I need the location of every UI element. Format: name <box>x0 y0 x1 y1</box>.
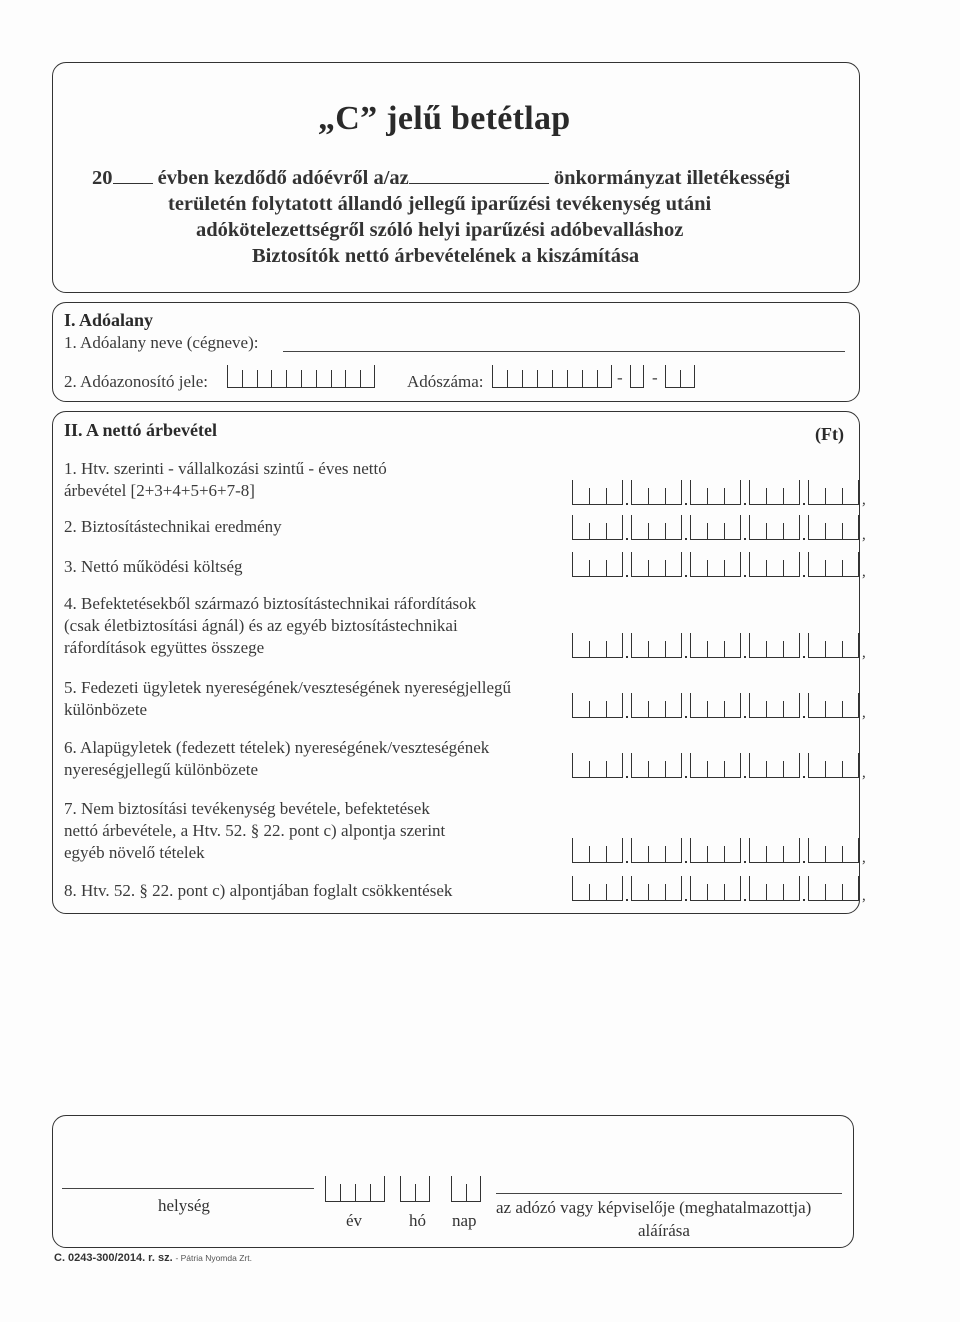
cell-divider <box>665 560 666 577</box>
cell-divider <box>766 488 767 505</box>
header-line-1 <box>92 167 790 190</box>
amount-cells[interactable] <box>572 480 623 505</box>
municipality-blank[interactable] <box>409 183 549 184</box>
decimal-comma: , <box>862 645 866 661</box>
cell-divider <box>648 523 649 540</box>
cell-divider <box>707 846 708 863</box>
thousands-separator <box>803 861 805 863</box>
cell-divider <box>316 370 317 388</box>
cell-divider <box>783 641 784 658</box>
place-line[interactable] <box>62 1188 314 1189</box>
tax-number-label: Adószáma: <box>407 372 484 391</box>
decimal-comma: , <box>862 765 866 781</box>
revenue-row-label: ráfordítások együttes összege <box>64 638 265 657</box>
decimal-comma: , <box>862 850 866 866</box>
revenue-row-label: 7. Nem biztosítási tevékenység bevétele, befektetések <box>64 799 430 818</box>
decimal-comma: , <box>862 564 866 580</box>
amount-cells[interactable] <box>631 633 682 658</box>
cell-divider <box>606 761 607 778</box>
revenue-row-label: 8. Htv. 52. § 22. pont c) alpontjában foglalt csökkentések <box>64 881 453 900</box>
cell-divider <box>707 884 708 901</box>
cell-divider <box>724 488 725 505</box>
cell-divider <box>665 846 666 863</box>
revenue-row-label: egyéb növelő tételek <box>64 843 205 862</box>
thousands-separator <box>803 538 805 540</box>
cell-divider <box>648 761 649 778</box>
cell-divider <box>707 641 708 658</box>
cell-divider <box>766 641 767 658</box>
amount-cells[interactable] <box>572 552 623 577</box>
cell-divider <box>589 701 590 718</box>
amount-cells[interactable] <box>631 515 682 540</box>
amount-cells[interactable] <box>690 838 741 863</box>
cell-divider <box>783 560 784 577</box>
cell-divider <box>842 560 843 577</box>
cell-divider <box>842 846 843 863</box>
cell-divider <box>606 641 607 658</box>
revenue-row-label: (csak életbiztosítási ágnál) és az egyéb biztosítástechnikai <box>64 616 458 635</box>
cell-divider <box>707 560 708 577</box>
revenue-row-label: 1. Htv. szerinti - vállalkozási szintű - éves nettó <box>64 459 387 478</box>
cell-divider <box>783 761 784 778</box>
cell-divider <box>842 884 843 901</box>
thousands-separator <box>626 656 628 658</box>
amount-cells[interactable] <box>749 693 800 718</box>
cell-divider <box>286 370 287 388</box>
printer-name: - Pátria Nyomda Zrt. <box>175 1253 252 1263</box>
thousands-separator <box>685 716 687 718</box>
thousands-separator <box>685 899 687 901</box>
cell-divider <box>589 884 590 901</box>
amount-cells[interactable] <box>690 633 741 658</box>
amount-cells[interactable] <box>808 515 859 540</box>
thousands-separator <box>803 656 805 658</box>
unit-label: (Ft) <box>815 424 844 444</box>
cell-divider <box>825 641 826 658</box>
cell-divider <box>589 560 590 577</box>
tax-number-vat-cell[interactable] <box>630 365 644 388</box>
cell-divider <box>606 701 607 718</box>
thousands-separator <box>626 861 628 863</box>
taxpayer-name-label: 1. Adóalany neve (cégneve): <box>64 333 259 352</box>
thousands-separator <box>685 538 687 540</box>
cell-divider <box>707 488 708 505</box>
thousands-separator <box>744 538 746 540</box>
cell-divider <box>648 846 649 863</box>
header-line-4: Biztosítók nettó árbevételének a kiszámítása <box>252 245 640 267</box>
taxpayer-name-field[interactable] <box>283 351 845 352</box>
cell-divider <box>242 370 243 388</box>
cell-divider <box>665 523 666 540</box>
cell-divider <box>606 560 607 577</box>
cell-divider <box>648 701 649 718</box>
cell-divider <box>842 761 843 778</box>
year-label: év <box>346 1211 363 1230</box>
thousands-separator <box>803 899 805 901</box>
thousands-separator <box>744 716 746 718</box>
cell-divider <box>724 884 725 901</box>
cell-divider <box>415 1184 416 1202</box>
cell-divider <box>825 523 826 540</box>
thousands-separator <box>803 503 805 505</box>
decimal-comma: , <box>862 527 866 543</box>
cell-divider <box>665 641 666 658</box>
amount-cells[interactable] <box>631 552 682 577</box>
form-title: „C” jelű betétlap <box>318 100 571 137</box>
cell-divider <box>724 761 725 778</box>
cell-divider <box>648 560 649 577</box>
cell-divider <box>825 761 826 778</box>
amount-cells[interactable] <box>749 480 800 505</box>
cell-divider <box>355 1184 356 1202</box>
thousands-separator <box>685 776 687 778</box>
thousands-separator <box>744 503 746 505</box>
cell-divider <box>589 641 590 658</box>
thousands-separator <box>626 776 628 778</box>
cell-divider <box>567 370 568 388</box>
cell-divider <box>606 523 607 540</box>
thousands-separator <box>803 716 805 718</box>
thousands-separator <box>685 656 687 658</box>
amount-cells[interactable] <box>690 515 741 540</box>
cell-divider <box>606 884 607 901</box>
revenue-row-label: 6. Alapügyletek (fedezett tételek) nyereségének/veszteségének <box>64 738 490 757</box>
thousands-separator <box>744 861 746 863</box>
thousands-separator <box>626 899 628 901</box>
amount-cells[interactable] <box>572 876 623 901</box>
cell-divider <box>301 370 302 388</box>
cell-divider <box>825 701 826 718</box>
day-label: nap <box>452 1211 477 1230</box>
thousands-separator <box>685 503 687 505</box>
thousands-separator <box>803 776 805 778</box>
cell-divider <box>522 370 523 388</box>
cell-divider <box>766 523 767 540</box>
cell-divider <box>648 884 649 901</box>
amount-cells[interactable] <box>631 838 682 863</box>
section-taxpayer-title: I. Adóalany <box>64 310 154 330</box>
cell-divider <box>766 701 767 718</box>
cell-divider <box>842 641 843 658</box>
cell-divider <box>842 523 843 540</box>
amount-cells[interactable] <box>572 753 623 778</box>
cell-divider <box>783 488 784 505</box>
thousands-separator <box>744 899 746 901</box>
cell-divider <box>825 846 826 863</box>
cell-divider <box>606 846 607 863</box>
cell-divider <box>783 701 784 718</box>
header-line-3: adókötelezettségről szóló helyi iparűzési adóbevalláshoz <box>196 219 684 241</box>
amount-cells[interactable] <box>749 515 800 540</box>
signature-label-2: aláírása <box>638 1221 690 1240</box>
cell-divider <box>766 846 767 863</box>
header-line-2: területén folytatott állandó jellegű iparűzési tevékenység utáni <box>168 193 712 215</box>
cell-divider <box>665 761 666 778</box>
revenue-row-label: 2. Biztosítástechnikai eredmény <box>64 517 282 536</box>
cell-divider <box>582 370 583 388</box>
amount-cells[interactable] <box>808 876 859 901</box>
dash: - <box>617 368 623 387</box>
amount-cells[interactable] <box>631 876 682 901</box>
revenue-row-label: nyereségjellegű különbözete <box>64 760 259 779</box>
thousands-separator <box>744 575 746 577</box>
cell-divider <box>707 523 708 540</box>
amount-cells[interactable] <box>808 693 859 718</box>
decimal-comma: , <box>862 888 866 904</box>
year-prefix: 20 <box>92 167 113 189</box>
cell-divider <box>271 370 272 388</box>
form-code-number: C. 0243-300/2014. r. sz. <box>54 1252 173 1264</box>
cell-divider <box>680 370 681 388</box>
cell-divider <box>783 884 784 901</box>
cell-divider <box>597 370 598 388</box>
cell-divider <box>507 370 508 388</box>
cell-divider <box>842 701 843 718</box>
signature-line[interactable] <box>496 1193 842 1194</box>
cell-divider <box>537 370 538 388</box>
revenue-row-label: árbevétel [2+3+4+5+6+7-8] <box>64 481 255 500</box>
thousands-separator <box>626 716 628 718</box>
cell-divider <box>552 370 553 388</box>
cell-divider <box>707 761 708 778</box>
cell-divider <box>360 370 361 388</box>
amount-cells[interactable] <box>749 753 800 778</box>
amount-cells[interactable] <box>631 480 682 505</box>
amount-cells[interactable] <box>690 753 741 778</box>
cell-divider <box>724 846 725 863</box>
signature-label-1: az adózó vagy képviselője (meghatalmazottja) <box>496 1198 812 1217</box>
amount-cells[interactable] <box>690 480 741 505</box>
place-label: helység <box>158 1196 210 1215</box>
thousands-separator <box>626 503 628 505</box>
cell-divider <box>665 488 666 505</box>
cell-divider <box>589 761 590 778</box>
cell-divider <box>606 488 607 505</box>
tax-id-label: 2. Adóazonosító jele: <box>64 372 209 391</box>
amount-cells[interactable] <box>690 552 741 577</box>
amount-cells[interactable] <box>572 838 623 863</box>
amount-cells[interactable] <box>690 876 741 901</box>
cell-divider <box>783 523 784 540</box>
cell-divider <box>648 488 649 505</box>
cell-divider <box>340 1184 341 1202</box>
cell-divider <box>345 370 346 388</box>
cell-divider <box>724 641 725 658</box>
thousands-separator <box>685 861 687 863</box>
cell-divider <box>257 370 258 388</box>
amount-cells[interactable] <box>572 633 623 658</box>
amount-cells[interactable] <box>808 633 859 658</box>
thousands-separator <box>626 538 628 540</box>
amount-cells[interactable] <box>631 753 682 778</box>
revenue-row-label: különbözete <box>64 700 148 719</box>
cell-divider <box>589 846 590 863</box>
header-line-1-mid: évben kezdődő adóévről a/az <box>157 167 409 189</box>
thousands-separator <box>803 575 805 577</box>
cell-divider <box>370 1184 371 1202</box>
cell-divider <box>842 488 843 505</box>
cell-divider <box>665 701 666 718</box>
revenue-row-label: 4. Befektetésekből származó biztosítástechnikai ráfordítások <box>64 594 477 613</box>
decimal-comma: , <box>862 705 866 721</box>
thousands-separator <box>744 776 746 778</box>
cell-divider <box>724 523 725 540</box>
header-line-1-end: önkormányzat illetékességi <box>553 167 791 189</box>
thousands-separator <box>626 575 628 577</box>
cell-divider <box>783 846 784 863</box>
amount-cells[interactable] <box>749 633 800 658</box>
month-label: hó <box>409 1211 426 1230</box>
cell-divider <box>766 560 767 577</box>
amount-cells[interactable] <box>808 552 859 577</box>
cell-divider <box>825 884 826 901</box>
cell-divider <box>724 560 725 577</box>
amount-cells[interactable] <box>749 838 800 863</box>
cell-divider <box>707 701 708 718</box>
dash: - <box>652 368 658 387</box>
cell-divider <box>825 488 826 505</box>
cell-divider <box>589 488 590 505</box>
amount-cells[interactable] <box>572 693 623 718</box>
section-revenue-title: II. A nettó árbevétel <box>64 420 217 440</box>
cell-divider <box>466 1184 467 1202</box>
cell-divider <box>825 560 826 577</box>
amount-cells[interactable] <box>808 753 859 778</box>
revenue-row-label: 3. Nettó működési költség <box>64 557 243 576</box>
cell-divider <box>724 701 725 718</box>
amount-cells[interactable] <box>808 838 859 863</box>
cell-divider <box>648 641 649 658</box>
form-code <box>54 1252 252 1264</box>
cell-divider <box>766 884 767 901</box>
thousands-separator <box>685 575 687 577</box>
year-blank[interactable] <box>113 183 153 184</box>
revenue-row-label: nettó árbevétele, a Htv. 52. § 22. pont c) alpontja szerint <box>64 821 446 840</box>
amount-cells[interactable] <box>808 480 859 505</box>
thousands-separator <box>744 656 746 658</box>
cell-divider <box>766 761 767 778</box>
amount-cells[interactable] <box>749 876 800 901</box>
amount-cells[interactable] <box>690 693 741 718</box>
amount-cells[interactable] <box>749 552 800 577</box>
revenue-row-label: 5. Fedezeti ügyletek nyereségének/veszteségének nyereségjellegű <box>64 678 511 697</box>
cell-divider <box>589 523 590 540</box>
cell-divider <box>665 884 666 901</box>
cell-divider <box>331 370 332 388</box>
amount-cells[interactable] <box>631 693 682 718</box>
decimal-comma: , <box>862 492 866 508</box>
amount-cells[interactable] <box>572 515 623 540</box>
